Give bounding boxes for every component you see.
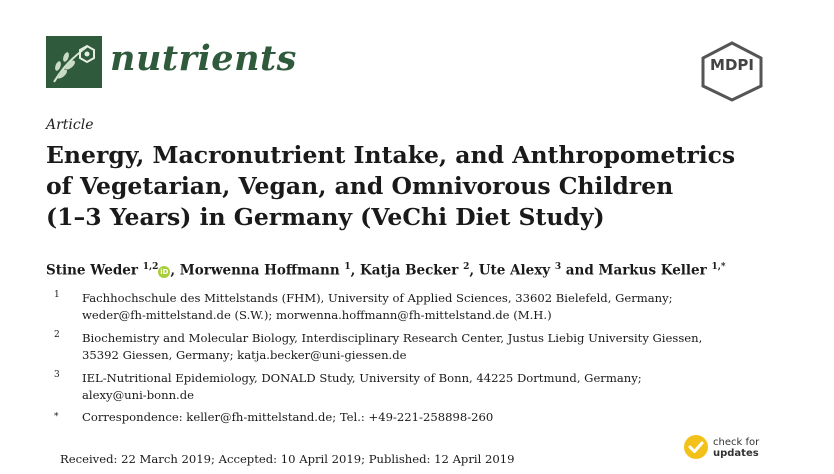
check-updates-line2: updates <box>713 448 759 459</box>
author-affiliation-ref: 2 <box>463 262 470 272</box>
author-affiliation-ref: 1,* <box>711 262 726 272</box>
affiliation-line: weder@fh-mittelstand.de (S.W.); morwenna.hoffmann@fh-mittelstand.de (M.H.) <box>82 308 552 322</box>
author-name[interactable]: Markus Keller <box>598 262 707 279</box>
article-type: Article <box>46 117 94 133</box>
correspondence-marker: * <box>54 412 59 422</box>
author-separator: , <box>350 262 361 279</box>
journal-logo <box>46 36 102 88</box>
author-separator: and <box>561 262 599 279</box>
check-updates-icon[interactable] <box>684 435 708 459</box>
affiliation-line: Fachhochschule des Mittelstands (FHM), University of Applied Sciences, 33602 Bielefeld, Germany; <box>82 291 673 305</box>
author-separator: , <box>469 262 479 279</box>
check-updates-line1: check for <box>713 437 760 448</box>
author-name[interactable]: Stine Weder <box>46 262 139 279</box>
author-affiliation-ref: 1 <box>344 262 351 272</box>
check-updates-link[interactable] <box>713 437 759 459</box>
affiliation-1 <box>54 290 774 324</box>
affiliation-line: alexy@uni-bonn.de <box>82 388 195 402</box>
affiliation-line: 35392 Giessen, Germany; katja.becker@uni-giessen.de <box>82 348 407 362</box>
author-name[interactable]: Katja Becker <box>360 262 459 279</box>
journal-name: nutrients <box>110 38 297 79</box>
author-list <box>46 262 726 279</box>
affiliation-line: IEL-Nutritional Epidemiology, DONALD Study, University of Bonn, 44225 Dortmund, Germany; <box>82 371 642 385</box>
correspondence-line: Correspondence: keller@fh-mittelstand.de; Tel.: +49-221-258898-260 <box>82 410 494 424</box>
affiliation-3 <box>54 370 774 404</box>
title-line: of Vegetarian, Vegan, and Omnivorous Children <box>46 172 674 200</box>
affiliation-number: 2 <box>54 330 60 340</box>
journal-logo-icon <box>46 36 102 88</box>
article-title <box>46 140 806 233</box>
author-name[interactable]: Ute Alexy <box>478 262 551 279</box>
author-affiliation-ref: 1,2 <box>142 262 159 272</box>
publication-dates: Received: 22 March 2019; Accepted: 10 April 2019; Published: 12 April 2019 <box>60 452 515 466</box>
author-affiliation-ref: 3 <box>554 262 562 272</box>
affiliation-line: Biochemistry and Molecular Biology, Interdisciplinary Research Center, Justus Liebig University Giessen, <box>82 331 703 345</box>
affiliation-number: 1 <box>54 290 60 300</box>
correspondence <box>54 409 774 426</box>
publisher-name: MDPI <box>710 56 754 74</box>
title-line: (1–3 Years) in Germany (VeChi Diet Study) <box>46 203 605 231</box>
author-name[interactable]: Morwenna Hoffmann <box>179 262 340 279</box>
affiliation-number: 3 <box>54 370 60 380</box>
author-separator: , <box>170 262 180 279</box>
affiliation-2 <box>54 330 774 364</box>
title-line: Energy, Macronutrient Intake, and Anthropometrics <box>46 141 736 169</box>
orcid-icon[interactable]: iD <box>160 267 169 276</box>
